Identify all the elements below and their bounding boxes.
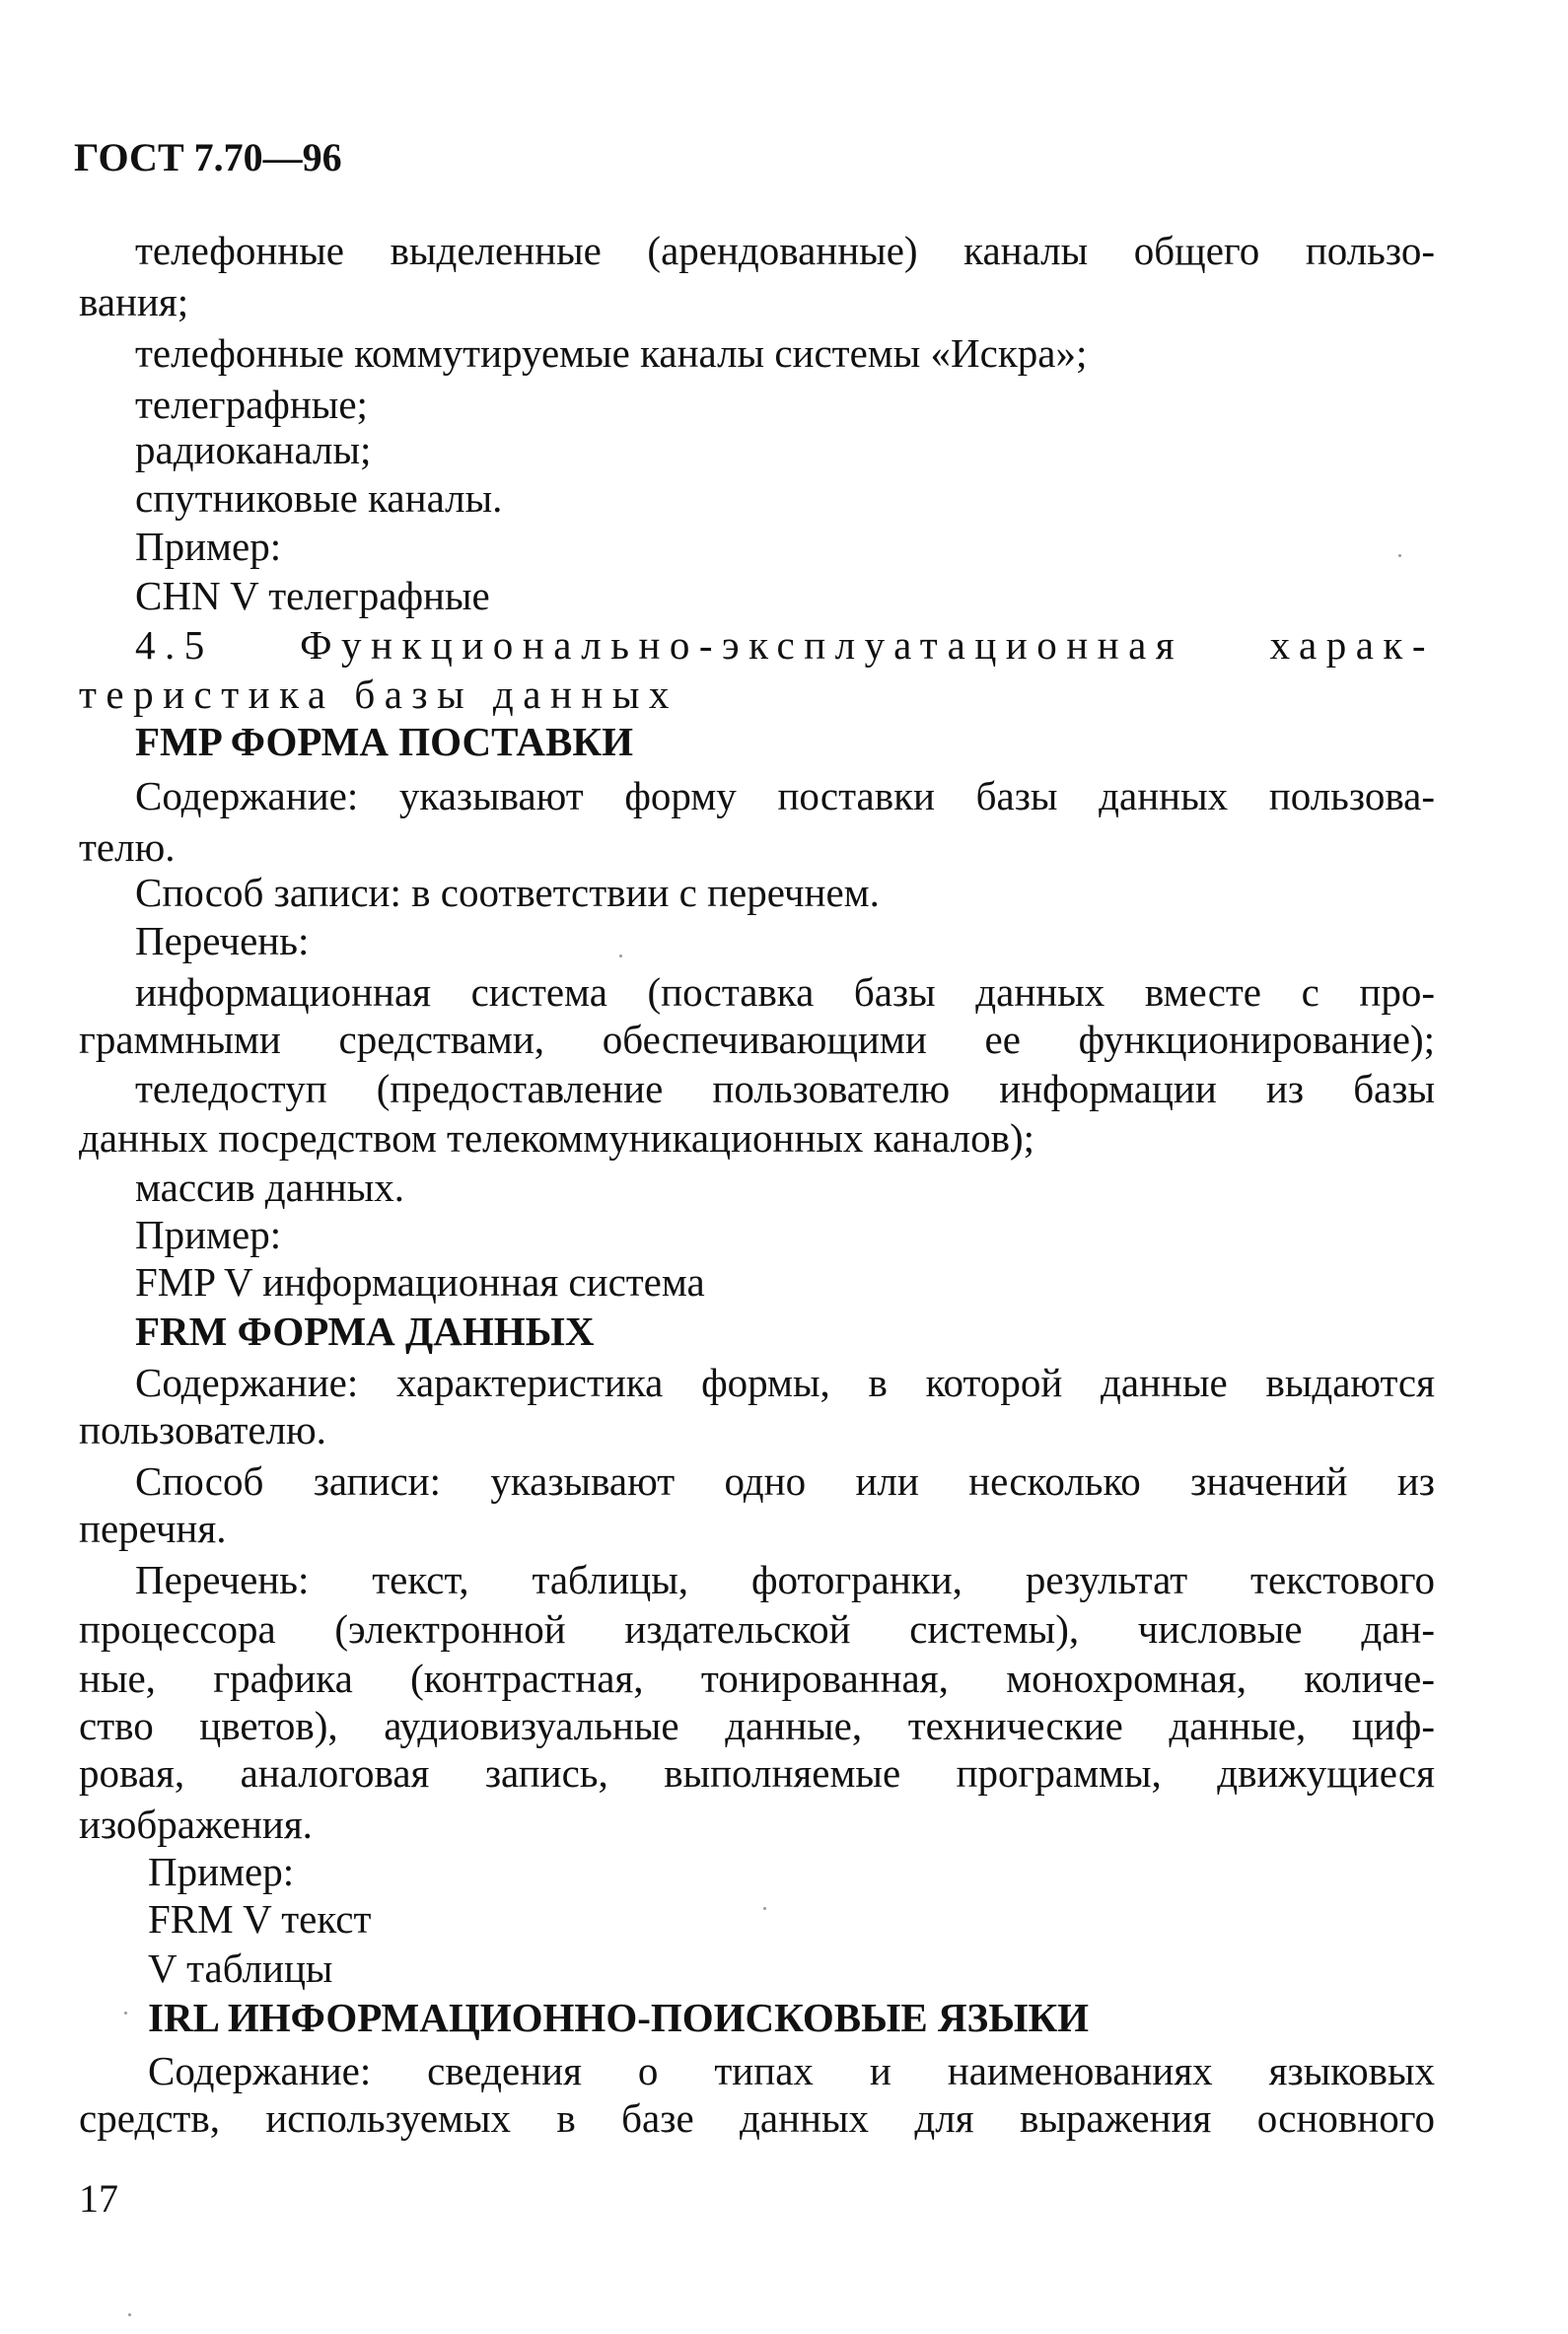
text-line: Содержание: сведения о типах и наименованиях языковых bbox=[148, 2048, 1435, 2093]
text-line: телю. bbox=[79, 824, 176, 870]
text-line: средств, используемых в базе данных для выражения основного bbox=[79, 2095, 1435, 2141]
text-line: теледоступ (предоставление пользователю информации из базы bbox=[135, 1066, 1435, 1111]
example-record: V таблицы bbox=[148, 1945, 333, 1991]
text-line: Способ записи: указывают одно или несколько значений из bbox=[135, 1458, 1435, 1504]
text-line: массив данных. bbox=[135, 1165, 405, 1210]
text-line: Содержание: характеристика формы, в которой данные выдаются bbox=[135, 1360, 1435, 1405]
example-label: Пример: bbox=[135, 1212, 282, 1257]
text-line: перечня. bbox=[79, 1506, 227, 1551]
example-record: CHN V телеграфные bbox=[135, 573, 490, 618]
text-line: телефонные коммутируемые каналы системы «Искра»; bbox=[135, 330, 1088, 376]
text-line: ровая, аналоговая запись, выполняемые программы, движущиеся bbox=[79, 1750, 1435, 1796]
text-line: ство цветов), аудиовизуальные данные, технические данные, циф- bbox=[79, 1703, 1435, 1748]
example-label: Пример: bbox=[135, 524, 282, 569]
scan-speck bbox=[124, 2012, 127, 2015]
scan-speck bbox=[128, 2313, 131, 2316]
text-line: информационная система (поставка базы данных вместе с про- bbox=[135, 969, 1435, 1015]
example-record: FRM V текст bbox=[148, 1896, 372, 1942]
text-line: радиоканалы; bbox=[135, 427, 372, 472]
text-line: данных посредством телекоммуникационных каналов); bbox=[79, 1115, 1035, 1161]
scan-speck bbox=[763, 1907, 766, 1910]
text-line: граммными средствами, обеспечивающими ее функционирование); bbox=[79, 1017, 1435, 1062]
text-line: телефонные выделенные (арендованные) каналы общего пользо- bbox=[135, 228, 1435, 273]
text-line: Перечень: bbox=[135, 918, 310, 963]
text-line: изображения. bbox=[79, 1802, 313, 1847]
example-record: FMP V информационная система bbox=[135, 1259, 705, 1305]
text-line: вания; bbox=[79, 279, 189, 324]
section-heading-continued: теристика базы данных bbox=[79, 672, 678, 717]
text-line: ные, графика (контрастная, тонированная, монохромная, количе- bbox=[79, 1656, 1435, 1701]
field-heading-frm: FRM ФОРМА ДАННЫХ bbox=[135, 1308, 595, 1354]
field-heading-irl: IRL ИНФОРМАЦИОННО-ПОИСКОВЫЕ ЯЗЫКИ bbox=[148, 1995, 1090, 2040]
text-line: пользователю. bbox=[79, 1407, 326, 1452]
text-line: телеграфные; bbox=[135, 382, 368, 427]
scan-speck bbox=[1398, 554, 1401, 557]
text-line: Перечень: текст, таблицы, фотогранки, результат текстового bbox=[135, 1557, 1435, 1602]
text-line: процессора (электронной издательской системы), числовые дан- bbox=[79, 1606, 1435, 1652]
text-line: спутниковые каналы. bbox=[135, 475, 503, 521]
example-label: Пример: bbox=[148, 1849, 295, 1894]
page-number: 17 bbox=[79, 2176, 118, 2221]
text-line: Содержание: указывают форму поставки базы данных пользова- bbox=[135, 773, 1435, 818]
scan-speck bbox=[619, 955, 622, 957]
document-header: ГОСТ 7.70—96 bbox=[74, 135, 342, 179]
section-heading: 4.5 Функционально-эксплуатационная харак- bbox=[135, 622, 1435, 668]
field-heading-fmp: FMP ФОРМА ПОСТАВКИ bbox=[135, 719, 633, 764]
text-line: Способ записи: в соответствии с перечнем. bbox=[135, 870, 880, 915]
